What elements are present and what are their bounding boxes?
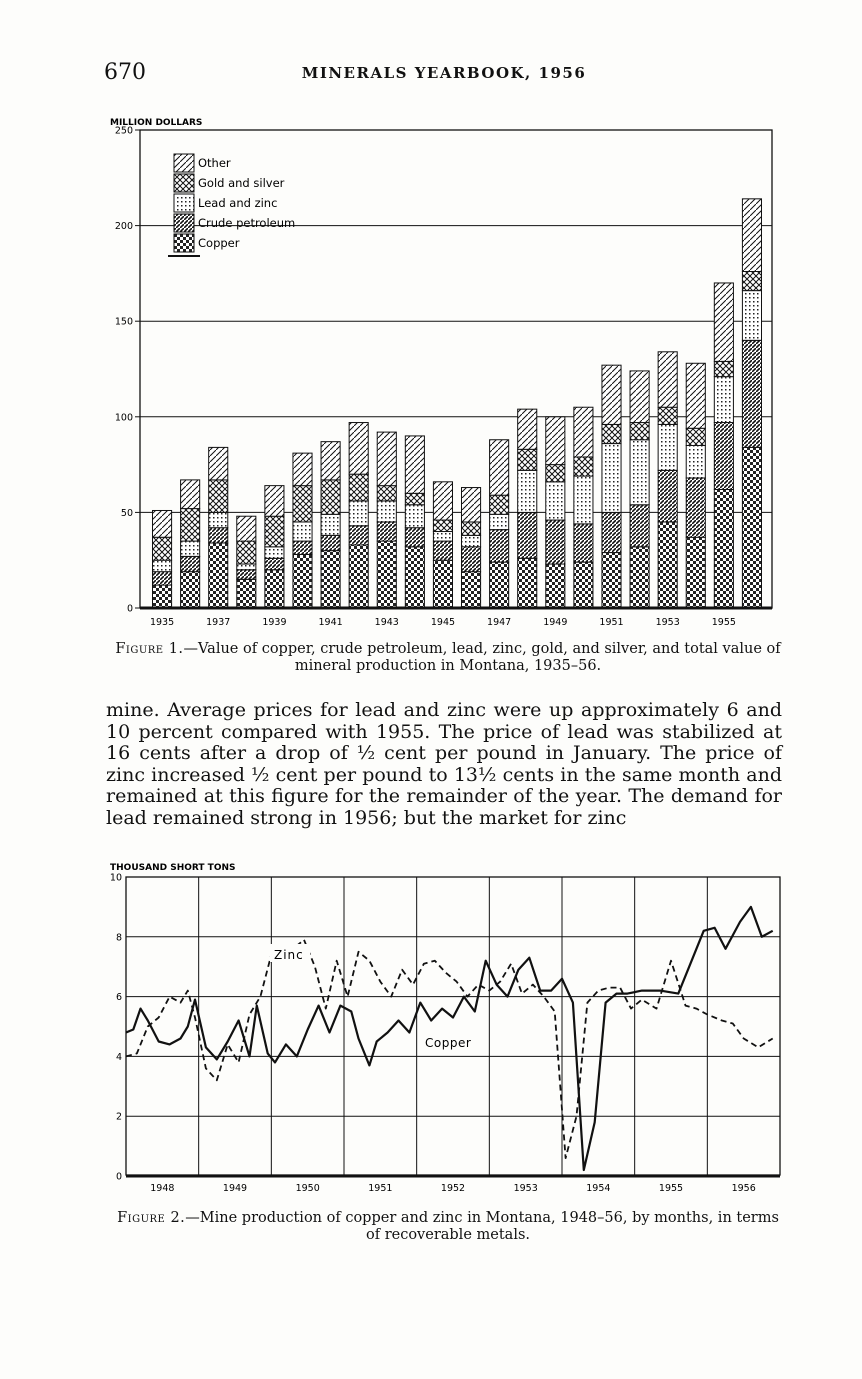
x-tick-label: 1951: [368, 1183, 393, 1194]
x-tick-label: 1953: [655, 617, 680, 628]
x-tick-label: 1952: [440, 1183, 466, 1194]
x-tick-label: 1937: [206, 617, 231, 628]
x-tick-label: 1949: [222, 1183, 248, 1194]
x-tick-label: 1945: [430, 617, 456, 628]
y-tick-label: 100: [114, 412, 133, 424]
x-tick-label: 1948: [150, 1183, 175, 1194]
copper-annotation: Copper: [425, 1036, 472, 1050]
y-axis-label: MILLION DOLLARS: [110, 118, 203, 128]
y-tick-label: 8: [115, 932, 122, 944]
y-tick-label: 2: [115, 1111, 122, 1123]
y-tick-labels-2: [110, 873, 122, 1183]
x-tick-label: 1943: [374, 617, 399, 628]
x-tick-label: 1951: [599, 617, 624, 628]
x-tick-label: 1935: [149, 617, 175, 628]
y-tick-label: 0: [126, 603, 133, 615]
body-paragraph: mine. Average prices for lead and zinc were up approximately 6 and 10 percent compared with 1955. The price of lead was stabilized at 16 cents after a drop of ½ cent per pound in January. The price of zinc increased ½ cent per pound to 13½ cents in the same month and remained at this figure for the remainder of the year. The demand for lead remained strong in 1956; but the market for zinc: [106, 699, 782, 829]
x-tick-label: 1953: [513, 1183, 538, 1194]
y-tick-label: 50: [120, 507, 133, 519]
gridlines-2: [126, 877, 780, 1176]
figure-1-label: Figure 1.: [115, 641, 184, 657]
y-tick-label: 10: [109, 872, 122, 884]
y-tick-label: 4: [115, 1051, 122, 1063]
y-tick-label: 150: [114, 316, 133, 328]
legend-label: Crude petroleum: [198, 216, 296, 230]
x-tick-label: 1941: [318, 617, 343, 628]
x-tick-label: 1950: [295, 1183, 320, 1194]
figure-2-caption-text: —Mine production of copper and zinc in Montana, 1948–56, by months, in terms of recoverable metals.: [185, 1210, 779, 1243]
page-number: 670: [104, 60, 146, 85]
y-tick-label: 250: [114, 125, 133, 137]
zinc-annotation: Zinc: [274, 948, 304, 962]
y-axis-label-2: THOUSAND SHORT TONS: [110, 863, 236, 873]
plot-frame-2: [126, 877, 780, 1175]
legend-label: Lead and zinc: [198, 196, 278, 210]
x-tick-label: 1955: [658, 1183, 684, 1194]
figure-2-caption: [108, 1210, 788, 1244]
y-tick-label: 200: [114, 221, 133, 233]
running-title: MINERALS YEARBOOK, 1956: [301, 64, 587, 82]
x-tick-label: 1956: [731, 1183, 756, 1194]
x-tick-label: 1947: [487, 617, 512, 628]
figure-1-caption-text: —Value of copper, crude petroleum, lead, zinc, gold, and silver, and total value of mineral production in Montana, 1935–56.: [183, 641, 781, 674]
y-tick-label: 0: [115, 1171, 122, 1183]
y-tick-label: 6: [115, 992, 122, 1004]
figure-2-label: Figure 2.: [117, 1210, 186, 1226]
legend-label: Copper: [198, 236, 240, 250]
x-tick-label: 1955: [711, 617, 736, 628]
x-tick-label: 1949: [543, 617, 568, 628]
legend-label: Gold and silver: [198, 176, 285, 190]
legend-label: Other: [198, 156, 231, 170]
x-tick-label: 1954: [586, 1183, 611, 1194]
x-tick-labels-2: [150, 1183, 756, 1194]
x-tick-label: 1939: [262, 617, 287, 628]
